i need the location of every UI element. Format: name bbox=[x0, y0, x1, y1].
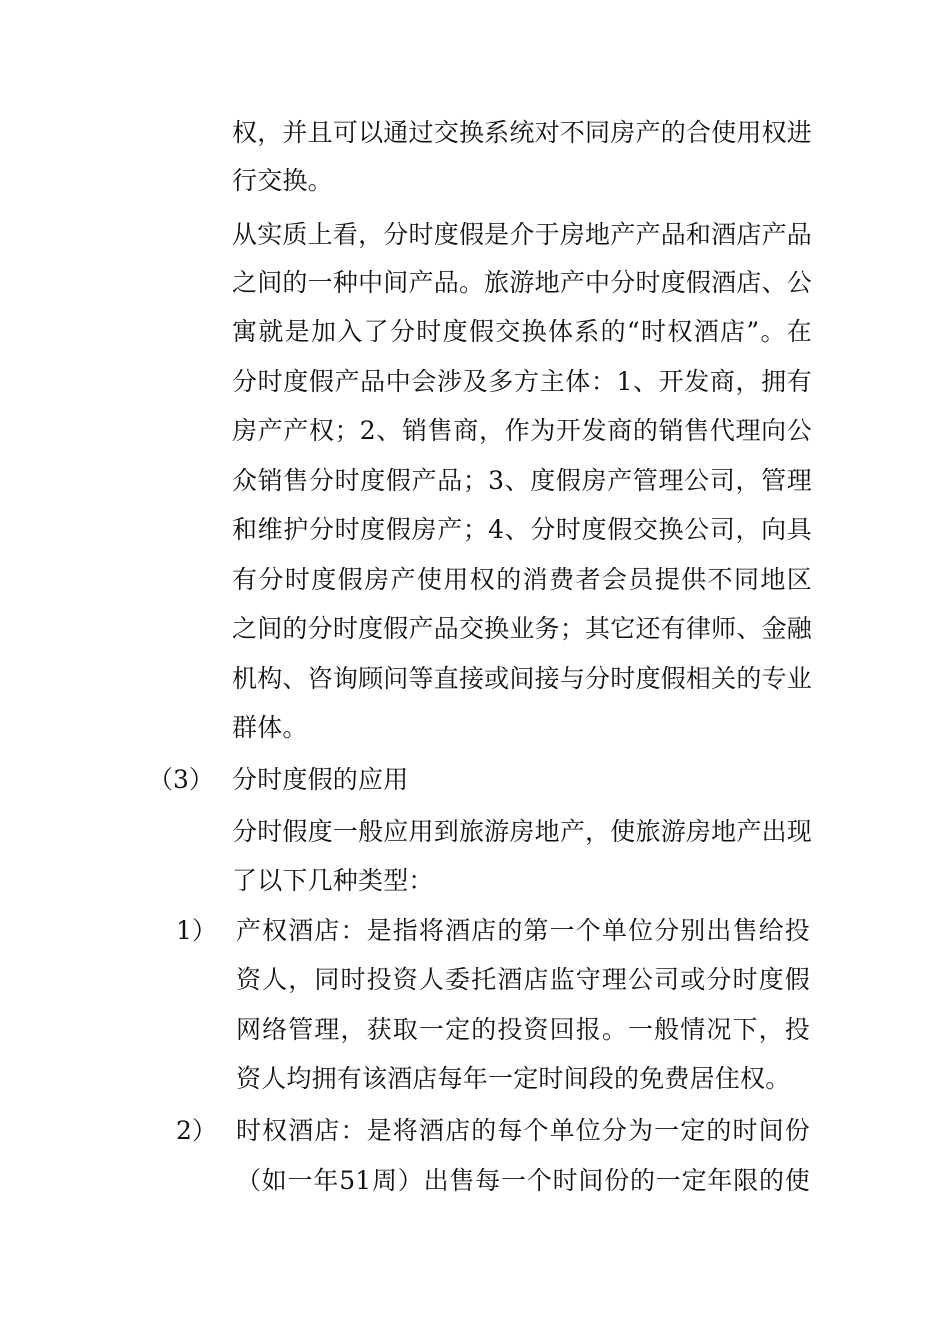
text-line: 房产产权；2、销售商，作为开发商的销售代理向公 bbox=[232, 416, 812, 445]
text-line: 有分时度假房产使用权的消费者会员提供不同地区 bbox=[232, 565, 812, 594]
text-line: 从实质上看，分时度假是介于房地产产品和酒店产品 bbox=[232, 220, 812, 249]
list-marker: 1） bbox=[176, 916, 217, 945]
text-line: 和维护分时度假房产；4、分时度假交换公司，向具 bbox=[232, 515, 812, 544]
text-line: 分时假度一般应用到旅游房地产，使旅游房地产出现 bbox=[232, 817, 812, 846]
text-line: 群体。 bbox=[232, 713, 308, 742]
text-line: 之间的分时度假产品交换业务；其它还有律师、金融 bbox=[232, 614, 812, 643]
text-line: （如一年51周）出售每一个时间份的一定年限的使 bbox=[236, 1166, 810, 1195]
text-line: 机构、咨询顾问等直接或间接与分时度假相关的专业 bbox=[232, 664, 812, 693]
text-line: 产权酒店：是指将酒店的第一个单位分别出售给投 bbox=[236, 916, 810, 945]
text-line: 资人，同时投资人委托酒店监守理公司或分时度假 bbox=[236, 965, 810, 994]
text-line: 权，并且可以通过交换系统对不同房产的合使用权进 bbox=[232, 118, 812, 147]
list-marker: 2） bbox=[176, 1116, 217, 1145]
text-line: 网络管理，获取一定的投资回报。一般情况下，投 bbox=[236, 1015, 810, 1044]
text-line: 时权酒店：是将酒店的每个单位分为一定的时间份 bbox=[236, 1116, 810, 1145]
text-line: 行交换。 bbox=[232, 166, 333, 195]
text-line: 了以下几种类型： bbox=[232, 866, 434, 895]
section-marker: （3） bbox=[148, 765, 214, 794]
text-line: 资人均拥有该酒店每年一定时间段的免费居住权。 bbox=[236, 1064, 791, 1093]
text-line: 众销售分时度假产品；3、度假房产管理公司，管理 bbox=[232, 466, 812, 495]
text-line: 之间的一种中间产品。旅游地产中分时度假酒店、公 bbox=[232, 268, 812, 297]
section-heading: 分时度假的应用 bbox=[232, 765, 409, 794]
text-line: 分时度假产品中会涉及多方主体：1、开发商，拥有 bbox=[232, 367, 812, 396]
text-line: 寓就是加入了分时度假交换体系的“时权酒店”。在 bbox=[232, 317, 812, 346]
